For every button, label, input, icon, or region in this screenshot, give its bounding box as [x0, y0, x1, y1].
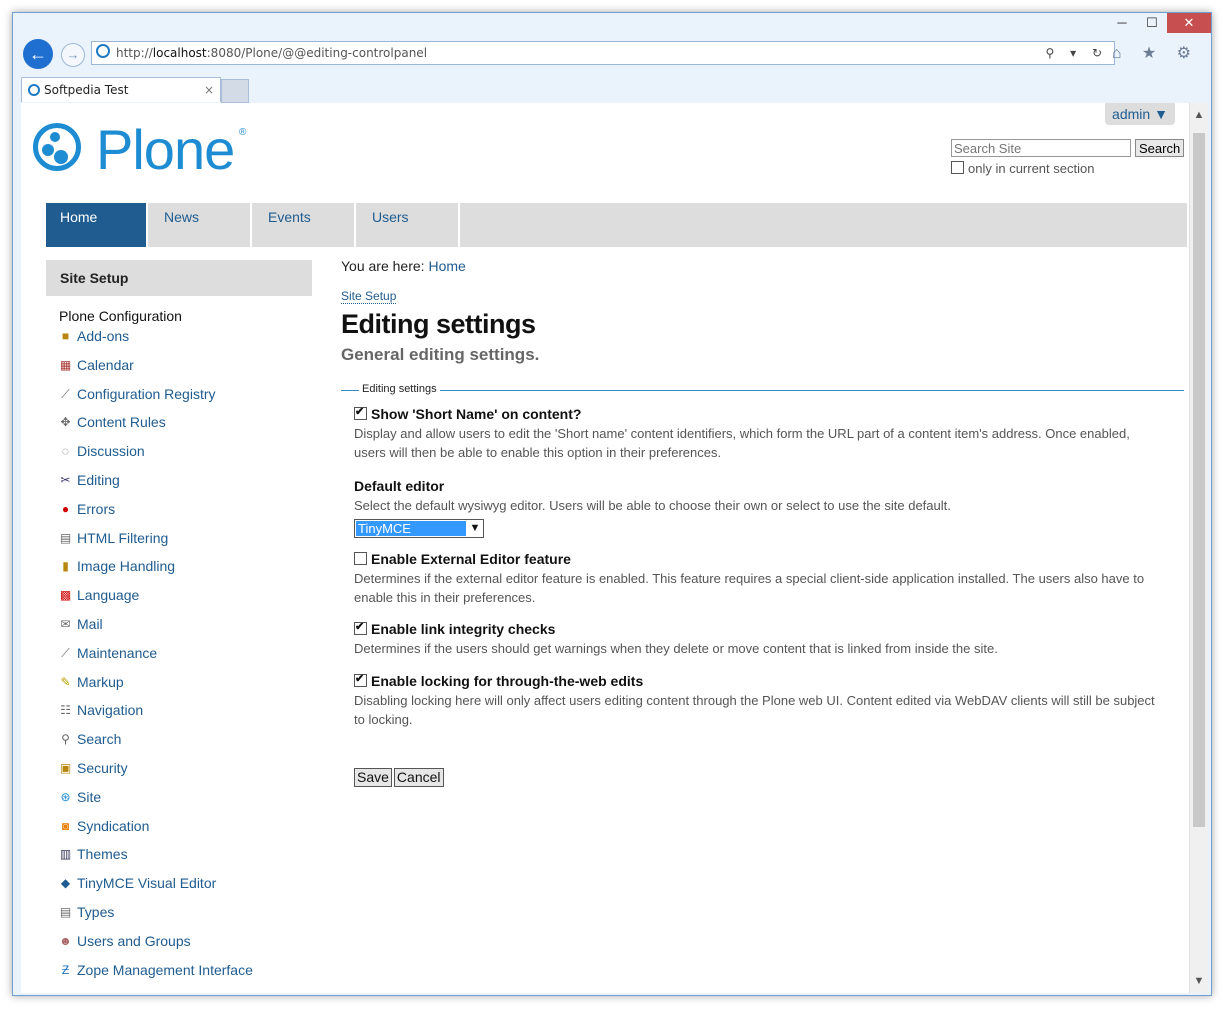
short-name-checkbox[interactable]: [354, 407, 367, 420]
tab-home[interactable]: Home: [46, 203, 148, 247]
scroll-thumb[interactable]: [1193, 133, 1205, 827]
sidebar-item-html-filtering[interactable]: ▤ HTML Filtering: [59, 529, 169, 546]
scissors-icon: ✂: [60, 472, 71, 487]
document-icon: ▤: [59, 530, 72, 545]
field-link-integrity: ✔Enable link integrity checks Determines if the users should get warnings when they delete or move content that is linked from inside the site.: [354, 621, 1164, 658]
flag-icon: ▩: [59, 588, 72, 603]
plone-icon: ⊛: [60, 789, 71, 804]
locking-checkbox[interactable]: [354, 674, 367, 687]
vertical-scrollbar[interactable]: [1189, 103, 1208, 993]
address-row: [23, 39, 1205, 69]
sidebar-item-calendar[interactable]: ▦ Calendar: [59, 356, 134, 373]
sidebar-item-image-handling[interactable]: ▮ Image Handling: [59, 558, 253, 587]
tab-news[interactable]: News: [150, 203, 252, 247]
document-icon: ▤: [59, 904, 72, 919]
image-icon: ▮: [62, 559, 69, 574]
browser-tab[interactable]: [21, 77, 221, 102]
rss-icon: ◙: [61, 818, 70, 833]
field-locking: ✔Enable locking for through-the-web edits Disabling locking here will only affect users editing content through the Plone web UI. Content edited via WebDAV clients will still be subject to locking.: [354, 673, 1164, 729]
sidebar-item-editing[interactable]: ✂ Editing: [60, 471, 120, 488]
speech-bubble-icon: ◌: [61, 444, 70, 459]
address-bar[interactable]: [91, 41, 1115, 65]
search-form: [951, 139, 1184, 157]
sidebar-item-search[interactable]: ⚲ Search: [59, 731, 253, 760]
sidebar-item-security[interactable]: ▣ Security: [59, 759, 128, 776]
sidebar-item-language[interactable]: ▩ Language: [59, 587, 140, 604]
sidebar-item-site[interactable]: ⊛ Site: [60, 788, 102, 805]
field-show-short-name: ✔Show 'Short Name' on content? Display and allow users to edit the 'Short name' content identifiers, which form the URL part of a content item's address. Once enabled, users will then be able to enable this option in their preferences.: [354, 406, 1164, 462]
scroll-down-icon[interactable]: ▼: [1193, 975, 1205, 987]
forward-button[interactable]: →: [61, 43, 85, 67]
sidebar-item-syndication[interactable]: ◙ Syndication: [59, 818, 253, 847]
configuration-list: [59, 328, 253, 990]
search-button[interactable]: Search: [1135, 139, 1184, 157]
toolbar-icons[interactable]: ⌂ ★ ⚙: [1111, 45, 1199, 62]
sidebar-item-discussion[interactable]: ◌ Discussion: [59, 443, 253, 472]
chevron-down-icon: ▼: [469, 522, 481, 534]
magnifier-icon: ⚲: [61, 732, 70, 747]
calendar-icon: ▦: [59, 357, 72, 372]
logo-text: Plone: [96, 118, 235, 181]
page-title: Editing settings: [341, 309, 536, 339]
theme-icon: ▥: [59, 847, 72, 862]
tab-row: [21, 77, 1211, 101]
search-input[interactable]: [951, 139, 1131, 157]
sidebar-item-themes[interactable]: ▥ Themes: [59, 846, 128, 863]
error-icon: ●: [61, 501, 70, 516]
browser-window: [12, 12, 1212, 996]
sidebar-item-content-rules[interactable]: ✥ Content Rules: [60, 414, 166, 431]
site-favicon-icon: [96, 44, 110, 58]
only-current-section[interactable]: only in current section: [951, 161, 1094, 176]
rules-icon: ✥: [60, 415, 71, 430]
external-editor-checkbox[interactable]: [354, 552, 367, 565]
window-controls: [1107, 13, 1211, 35]
sitemap-icon: ☷: [60, 703, 71, 718]
breadcrumb-home-link[interactable]: Home: [428, 258, 466, 274]
field-default-editor: Default editor Select the default wysiwyg editor. Users will be able to choose their own or select to use the site default. TinyMCE ▼: [354, 478, 951, 536]
new-tab-button[interactable]: [221, 79, 249, 103]
sidebar-item-navigation[interactable]: ☷ Navigation: [60, 702, 144, 719]
tinymce-icon: ◆: [60, 876, 71, 891]
url-text: http://localhost:8080/Plone/@@editing-controlpanel: [116, 46, 428, 60]
zope-icon: Ƶ: [61, 962, 70, 977]
fieldset-legend: Editing settings: [359, 383, 440, 395]
save-button[interactable]: Save: [354, 768, 392, 787]
sidebar-item-tinymce[interactable]: ◆ TinyMCE Visual Editor: [60, 875, 217, 892]
back-button[interactable]: ←: [23, 39, 53, 69]
tab-events[interactable]: Events: [254, 203, 356, 247]
puzzle-icon: ■: [61, 329, 70, 343]
sidebar-item-types[interactable]: ▤ Types: [59, 903, 115, 920]
form-actions: [354, 768, 446, 787]
site-setup-header[interactable]: Site Setup: [46, 260, 312, 296]
plone-configuration-title: Plone Configuration: [59, 308, 182, 324]
only-current-section-checkbox[interactable]: [951, 161, 964, 174]
page-description: General editing settings.: [341, 345, 540, 364]
tab-title: Softpedia Test: [44, 83, 129, 97]
tab-users[interactable]: Users: [358, 203, 460, 247]
breadcrumb: You are here: Home: [341, 258, 466, 274]
sidebar-item-mail[interactable]: ✉ Mail: [60, 615, 103, 632]
sidebar-item-add-ons[interactable]: ■ Add-ons: [59, 328, 253, 357]
sidebar-item-users-and-groups[interactable]: ☻ Users and Groups: [59, 932, 191, 949]
default-editor-select[interactable]: TinyMCE ▼: [354, 519, 484, 538]
wrench-icon: ⟋: [61, 645, 70, 660]
sidebar-item-maintenance[interactable]: ⟋ Maintenance: [59, 645, 253, 674]
tab-favicon-icon: [28, 84, 40, 96]
page-content: [21, 103, 1189, 993]
lock-icon: ▣: [59, 760, 72, 775]
pencil-icon: ✎: [60, 674, 71, 689]
user-menu[interactable]: admin ▼: [1105, 103, 1175, 125]
link-integrity-checkbox[interactable]: [354, 622, 367, 635]
sidebar-item-markup[interactable]: ✎ Markup: [60, 673, 124, 690]
tab-close-icon[interactable]: ×: [203, 83, 214, 97]
global-nav: [46, 203, 1187, 247]
editing-settings-fieldset: [341, 383, 1184, 395]
logo-registered: ®: [239, 127, 247, 138]
mail-icon: ✉: [60, 616, 71, 631]
sidebar-item-zmi[interactable]: Ƶ Zope Management Interface: [59, 962, 253, 991]
wrench-icon: ⟋: [61, 386, 70, 401]
sidebar-item-configuration-registry[interactable]: ⟋ Configuration Registry: [59, 386, 253, 415]
scroll-up-icon[interactable]: ▲: [1193, 109, 1205, 121]
sidebar-item-errors[interactable]: ● Errors: [59, 501, 253, 530]
address-tools-icon[interactable]: ⚲ ▾ ↻: [1045, 46, 1108, 60]
cancel-button[interactable]: Cancel: [394, 768, 444, 787]
field-external-editor: Enable External Editor feature Determines if the external editor feature is enabled. This feature requires a special client-side application installed. The users also have to enable this in their preferences.: [354, 551, 1145, 605]
minimize-button[interactable]: ─: [1117, 15, 1127, 30]
maximize-button[interactable]: ☐: [1146, 15, 1158, 30]
users-icon: ☻: [59, 933, 72, 948]
plone-logo-icon: [33, 123, 81, 171]
close-window-button[interactable]: ✕: [1167, 13, 1211, 33]
site-setup-link[interactable]: Site Setup: [341, 289, 397, 303]
